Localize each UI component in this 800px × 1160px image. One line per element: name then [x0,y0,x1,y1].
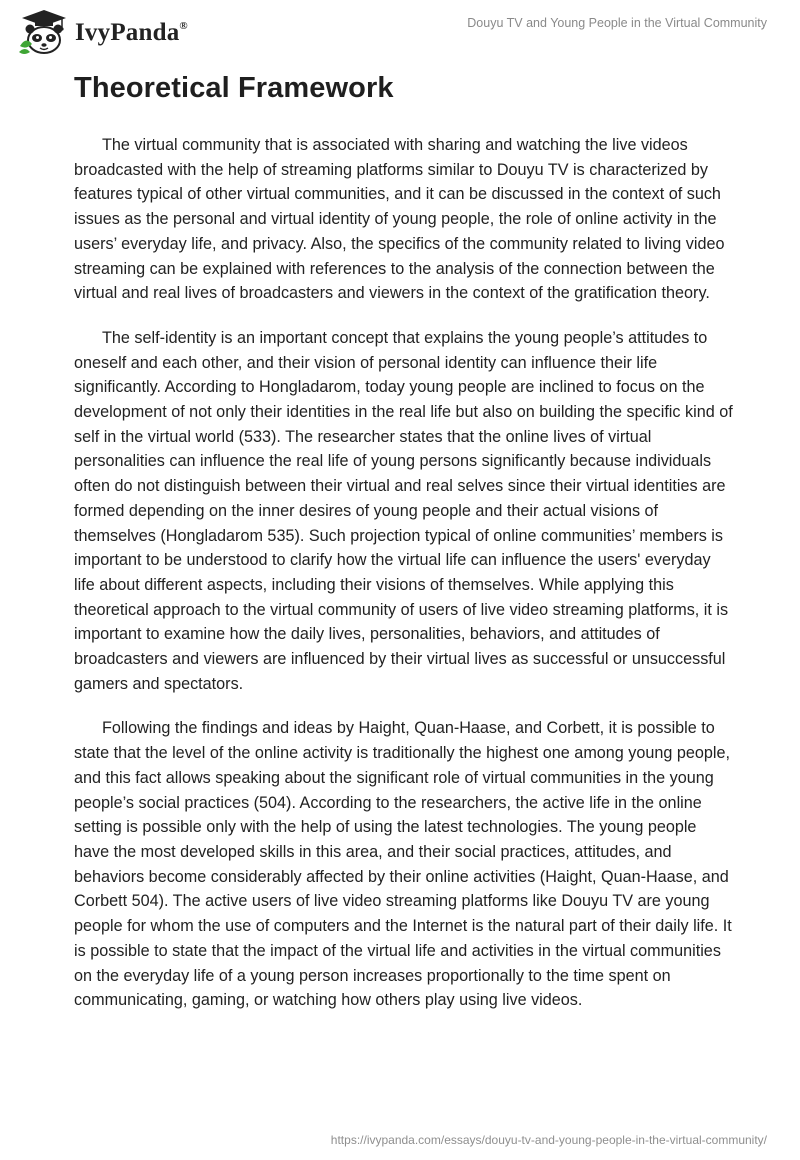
paragraph: The self-identity is an important concept that explains the young people’s attitudes to oneself and each other, and their vision of personal identity can influence their life significantly. According to Hongladarom, today young people are inclined to focus on the development of not only their identities in the real life but also on building the specific kind of self in the virtual world (533). The researcher states that the online lives of virtual personalities can influence the real life of young persons significantly because individuals often do not distinguish between their virtual and real selves since their virtual identities are formed depending on the inner desires of young people and their actual visions of themselves (Hongladarom 535). Such projection typical of online communities’ members is important to be understood to clarify how the virtual life can influence the users' everyday life about different aspects, including their visions of themselves. While applying this theoretical approach to the virtual community of users of live video streaming platforms, it is important to examine how the daily lives, personalities, behaviors, and attitudes of broadcasters and viewers are influenced by their virtual lives as successful or unsuccessful gamers and spectators. [74,328,733,693]
page-header [0,0,800,64]
page-title: Theoretical Framework [74,72,394,104]
essay-body [74,133,734,1033]
document-title-header: Douyu TV and Young People in the Virtual Community [467,16,767,30]
source-url[interactable]: https://ivypanda.com/essays/douyu-tv-and-young-people-in-the-virtual-community/ [330,1133,767,1147]
brand-name: IvyPanda® [75,19,188,46]
panda-graduate-logo-icon [16,6,72,58]
paragraph: Following the findings and ideas by Haight, Quan-Haase, and Corbett, it is possible to state that the level of the online activity is traditionally the highest one among young people, and this fact allows speaking about the significant role of virtual communities in the young people’s social practices (504). According to the researchers, the active life in the online setting is possible only with the help of using the latest technologies. The young people have the most developed skills in this area, and their social practices, attitudes, and behaviors become considerably affected by their online activities (Haight, Quan-Haase, and Corbett 504). The active users of live video streaming platforms like Douyu TV are young people for whom the use of computers and the Internet is the natural part of their daily life. It is possible to state that the impact of the virtual life and activities in the virtual communities on the everyday life of a young person increases proportionally to the time spent on communicating, gaming, or watching how others play using live videos. [74,719,732,1010]
brand-logo-link[interactable] [16,6,188,58]
paragraph: The virtual community that is associated with sharing and watching the live videos broadcasted with the help of streaming platforms similar to Douyu TV is characterized by features typical of other virtual communities, and it can be discussed in the context of such issues as the personal and virtual identity of young people, the role of online activity in the users’ everyday life, and privacy. Also, the specifics of the community related to living video streaming can be explained with references to the analysis of the connection between the virtual and real lives of broadcasters and viewers in the context of the gratification theory. [74,136,725,303]
